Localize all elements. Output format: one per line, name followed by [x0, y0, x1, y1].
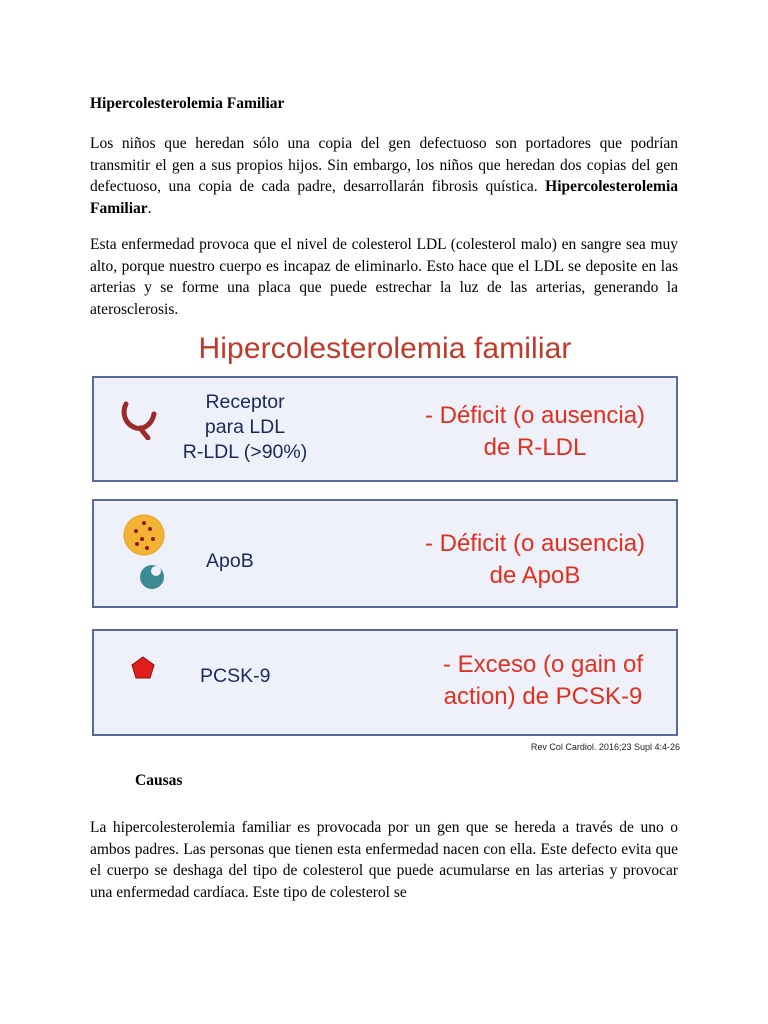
pcsk9-effect-line: - Exceso (o gain of: [442, 651, 644, 678]
figure-title: Hipercolesterolemia familiar: [198, 332, 572, 365]
receptor-effect: [400, 400, 670, 464]
receptor-effect-line: - Déficit (o ausencia): [424, 402, 646, 429]
pcsk9-effect: [408, 649, 678, 713]
receptor-label: [170, 390, 320, 465]
receptor-label-line: para LDL: [204, 416, 286, 438]
pentagon-icon: [130, 655, 156, 681]
pcsk9-effect-line: action) de PCSK-9: [443, 683, 643, 710]
paragraph-1: [90, 133, 678, 219]
receptor-label-line: R-LDL (>90%): [182, 441, 308, 463]
figure: [90, 330, 680, 760]
apob-effect-line: - Déficit (o ausencia): [424, 530, 646, 557]
apob-effect: [400, 528, 670, 592]
figure-row-receptor: [92, 376, 678, 482]
pcsk9-label-line: PCSK-9: [200, 665, 271, 687]
receptor-icon: [120, 400, 158, 440]
paragraph-1-end: .: [147, 199, 152, 217]
receptor-effect-line: de R-LDL: [483, 434, 587, 461]
apob-label: [206, 549, 266, 574]
paragraph-1-text: Los niños que heredan sólo una copia del gen defectuoso son portadores que podrían transmitir el gen a sus propios hijos. Sin embargo, los niños que heredan dos copias del gen defectuoso, una copia de cada padre, desarrollarán fibrosis quística.: [90, 135, 678, 195]
apob-particle-icon: [122, 511, 186, 591]
figure-row-pcsk9: [92, 629, 678, 736]
section-heading-causas: Causas: [135, 772, 183, 789]
figure-row-apob: [92, 499, 678, 608]
figure-citation: Rev Col Cardiol. 2016;23 Supl 4:4-26: [530, 742, 680, 752]
receptor-label-line: Receptor: [205, 391, 285, 413]
apob-label-line: ApoB: [206, 550, 254, 572]
paragraph-1-bold: Hipercolesterolemia Familiar: [90, 178, 678, 217]
paragraph-2: Esta enfermedad provoca que el nivel de colesterol LDL (colesterol malo) en sangre sea muy alto, porque nuestro cuerpo es incapaz de eliminarlo. Esto hace que el LDL se deposite en las arterias y se forme una placa que puede estrechar la luz de las arterias, generando la aterosclerosis.: [90, 236, 678, 318]
paragraph-3: La hipercolesterolemia familiar es provocada por un gen que se hereda a través de uno o ambos padres. Las personas que tienen esta enfermedad nacen con ella. Este defecto evita que el cuerpo se deshaga del tipo de colesterol que puede acumularse en las arterias y provocar una enfermedad cardíaca. Este tipo de colesterol se: [90, 819, 678, 901]
pcsk9-label: [200, 664, 290, 689]
document-title: Hipercolesterolemia Familiar: [90, 95, 285, 112]
apob-effect-line: de ApoB: [489, 562, 581, 589]
